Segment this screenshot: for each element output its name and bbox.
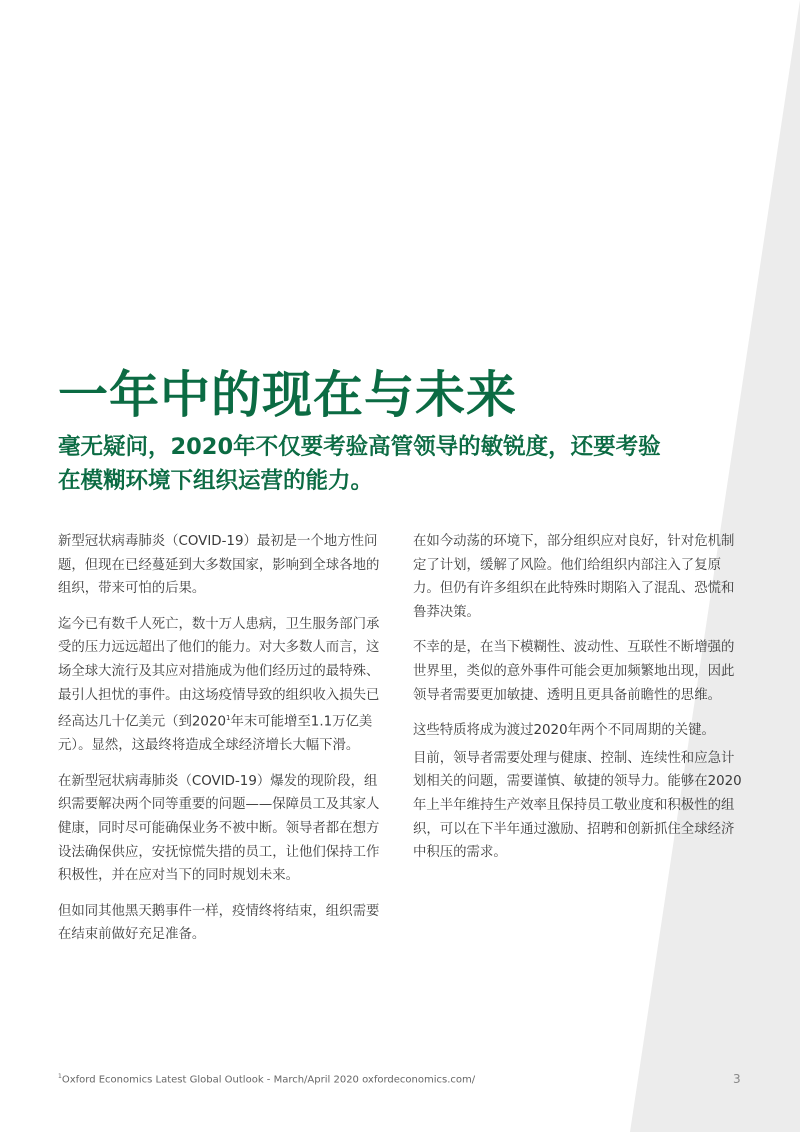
footnote-text: Oxford Economics Latest Global Outlook - March/April 2020 oxfordeconomics.com/ bbox=[61, 1074, 476, 1086]
left-paragraph-1: 新型冠状病毒肺炎（COVID-19）最初是一个地方性问题，但现在已经蔓延到大多数国家，影响到全球各地的组织，带来可怕的后果。 bbox=[58, 534, 380, 597]
footnote-reference: 1 bbox=[225, 714, 231, 723]
right-text-column bbox=[413, 530, 745, 877]
footnote-mark: 1 bbox=[58, 1073, 62, 1080]
left-paragraph-2-end: 年末可能增至1.1万亿美元）。显然，这最终将造成全球经济增长大幅下滑。 bbox=[58, 714, 373, 754]
left-text-column bbox=[58, 530, 390, 959]
left-paragraph-4: 但如同其他黑天鹅事件一样，疫情终将结束，组织需要在结束前做好充足准备。 bbox=[58, 903, 380, 943]
right-paragraph-2: 不幸的是，在当下模糊性、波动性、互联性不断增强的世界里，类似的意外事件可能会更加频繁地出现，因此领导者需要更加敏捷、透明且更具备前瞻性的思维。 bbox=[413, 640, 735, 703]
subtitle-line-1: 毫无疑问，2020年不仅要考验高管领导的敏锐度，还要考验 bbox=[58, 434, 661, 460]
footnote bbox=[58, 1073, 475, 1085]
page-number: 3 bbox=[733, 1072, 741, 1086]
page-subtitle bbox=[58, 430, 738, 498]
left-paragraph-2-start: 迄今已有数千人死亡，数十万人患病，卫生服务部门承受的压力远远超出了他们的能力。对大多数人而言，这场全球大流行及其应对措施成为他们经历过的最特殊、最引人担忧的事件。由这场疫情导致的组织收入损失已经高达几十亿美元（到2020 bbox=[58, 616, 380, 730]
left-paragraph-3: 在新型冠状病毒肺炎（COVID-19）爆发的现阶段，组织需要解决两个同等重要的问题——保障员工及其家人健康，同时尽可能确保业务不被中断。领导者都在想方设法确保供应，安抚惊慌失措的员工，让他们保持工作积极性，并在应对当下的同时规划未来。 bbox=[58, 773, 380, 884]
left-paragraph-2 bbox=[58, 613, 390, 758]
right-paragraph-3: 这些特质将成为渡过2020年两个不同周期的关键。 bbox=[413, 723, 715, 739]
right-paragraph-1: 在如今动荡的环境下，部分组织应对良好，针对危机制定了计划，缓解了风险。他们给组织内部注入了复原力。但仍有许多组织在此特殊时期陷入了混乱、恐慌和鲁莽决策。 bbox=[413, 534, 735, 620]
right-paragraph-4: 目前，领导者需要处理与健康、控制、连续性和应急计划相关的问题，需要谨慎、敏捷的领导力。能够在2020年上半年维持生产效率且保持员工敬业度和积极性的组织，可以在下半年通过激励、招聘和创新抓住全球经济中积压的需求。 bbox=[413, 750, 742, 861]
subtitle-line-2: 在模糊环境下组织运营的能力。 bbox=[58, 468, 374, 494]
page-title: 一年中的现在与未来 bbox=[58, 366, 517, 424]
